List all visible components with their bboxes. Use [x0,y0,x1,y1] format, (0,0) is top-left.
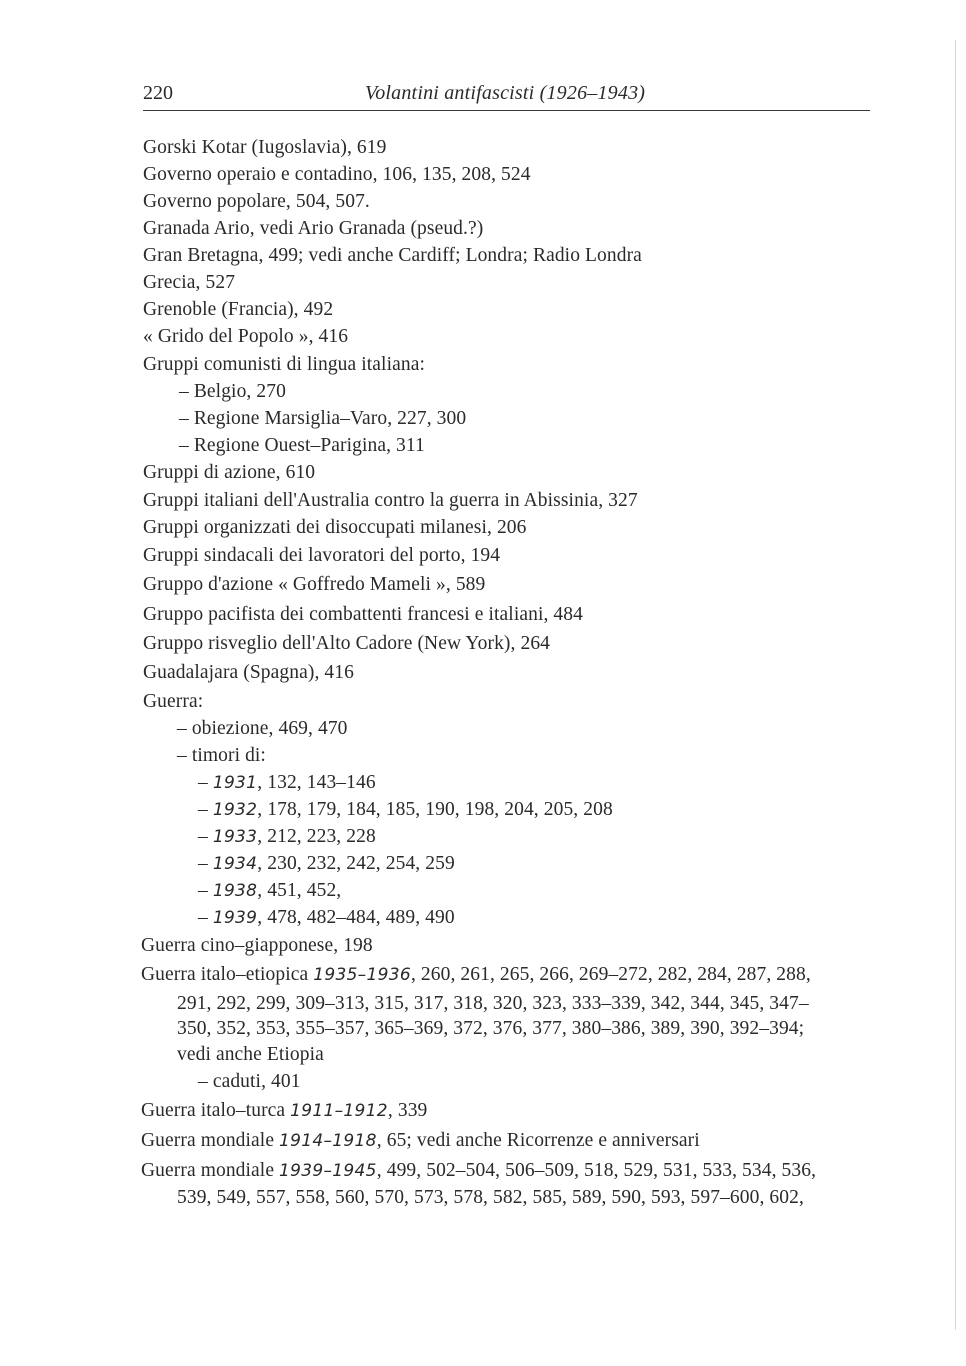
index-entry [143,661,354,685]
index-entry [198,798,613,822]
index-entry [198,852,455,876]
index-entry [143,573,485,597]
entry-text: Gruppo d'azione « Goffredo Mameli », 589 [143,574,486,595]
index-entry [179,407,466,431]
entry-text: Gruppi sindacali dei lavoratori del porto, 194 [143,545,501,566]
entry-text: Grenoble (Francia), 492 [143,299,334,320]
entry-text: – obiezione, 469, 470 [177,718,348,739]
index-entry [177,992,809,1016]
entry-text: , 132, 143–146 [257,772,376,793]
entry-text: – timori di: [177,745,266,766]
entry-text: – Regione Marsiglia–Varo, 227, 300 [179,408,467,429]
entry-text: Gruppi di azione, 610 [143,462,316,483]
index-entry [141,1129,700,1153]
entry-text: Gruppo pacifista dei combattenti francesi e italiani, 484 [143,604,583,625]
index-entry [177,1017,804,1041]
entry-text: Guerra: [143,691,204,712]
entry-text: , 260, 261, 265, 266, 269–272, 282, 284, 287, 288, [410,964,811,985]
index-entry [141,963,811,987]
entry-text: Gruppi italiani dell'Australia contro la guerra in Abissinia, 327 [143,490,638,511]
page-header [143,80,870,110]
entry-prefix: – [198,799,213,820]
index-entry [143,298,333,322]
index-entry [141,934,373,958]
index-entry [179,380,286,404]
entry-text: , 478, 482–484, 489, 490 [257,907,455,928]
entry-text: , 339 [387,1100,428,1121]
index-entry [143,217,483,241]
index-entry [143,516,527,540]
index-entry [177,744,266,768]
index-entry [141,1159,816,1183]
entry-text: Gorski Kotar (Iugoslavia), 619 [143,137,387,158]
index-entry [143,190,370,214]
entry-text: 350, 352, 353, 355–357, 365–369, 372, 376, 377, 380–386, 389, 390, 392–394; [177,1018,805,1039]
entry-text: Gran Bretagna, 499; vedi anche Cardiff; Londra; Radio Londra [143,245,642,266]
index-entry [177,1186,804,1210]
page-number: 220 [143,82,173,104]
entry-text: Governo operaio e contadino, 106, 135, 208, 524 [143,164,531,185]
entry-text: , 178, 179, 184, 185, 190, 198, 204, 205, 208 [257,799,613,820]
entry-year: 1935–1936 [313,965,411,985]
entry-text: Granada Ario, vedi Ario Granada (pseud.?) [143,218,484,239]
entry-text: Grecia, 527 [143,272,236,293]
entry-text: Gruppi organizzati dei disoccupati milanesi, 206 [143,517,527,538]
entry-prefix: Guerra mondiale [141,1160,280,1181]
entry-prefix: Guerra mondiale [141,1130,280,1151]
entry-year: 1911–1912 [290,1101,388,1121]
entry-text: – caduti, 401 [198,1071,301,1092]
entry-text: Gruppi comunisti di lingua italiana: [143,354,425,375]
entry-year: 1939 [212,908,258,928]
entry-year: 1932 [212,800,258,820]
entry-year: 1938 [212,881,258,901]
entry-text: , 65; vedi anche Ricorrenze e anniversari [376,1130,700,1151]
page-edge-line [955,40,956,1330]
entry-text: Gruppo risveglio dell'Alto Cadore (New York), 264 [143,633,551,654]
index-entry [143,244,642,268]
entry-text: Governo popolare, 504, 507. [143,191,370,212]
index-entry [143,603,583,627]
index-entry [143,489,638,513]
entry-prefix: – [198,907,213,928]
entry-year: 1939–1945 [279,1161,377,1181]
index-entry [198,1070,301,1094]
entry-prefix: Guerra italo–turca [141,1100,291,1121]
entry-text: 291, 292, 299, 309–313, 315, 317, 318, 320, 323, 333–339, 342, 344, 345, 347– [177,993,809,1014]
entry-prefix: Guerra italo–etiopica [141,964,314,985]
entry-text: « Grido del Popolo », 416 [143,326,349,347]
index-entry [143,163,531,187]
index-entry [143,353,425,377]
index-entry [177,1043,324,1067]
entry-year: 1934 [212,854,258,874]
index-entry [141,1099,427,1123]
index-entry [143,461,315,485]
entry-year: 1933 [212,827,258,847]
entry-prefix: – [198,826,213,847]
index-entry [143,632,550,656]
entry-text: , 499, 502–504, 506–509, 518, 529, 531, 533, 534, 536, [376,1160,817,1181]
index-entry [143,544,500,568]
entry-prefix: – [198,772,213,793]
index-entry [177,717,348,741]
entry-text: – Regione Ouest–Parigina, 311 [179,435,425,456]
entry-text: , 451, 452, [257,880,342,901]
entry-text: 539, 549, 557, 558, 560, 570, 573, 578, 582, 585, 589, 590, 593, 597–600, 602, [177,1187,804,1208]
header-rule [143,110,870,111]
index-entry [143,136,386,160]
entry-text: – Belgio, 270 [179,381,286,402]
entry-prefix: – [198,853,213,874]
index-entry [179,434,425,458]
entry-text: , 212, 223, 228 [257,826,376,847]
entry-text: Guadalajara (Spagna), 416 [143,662,354,683]
index-entry [143,325,348,349]
index-entry [143,271,235,295]
entry-year: 1914–1918 [279,1131,377,1151]
index-entry [198,771,376,795]
index-entry [198,825,376,849]
entry-text: Guerra cino–giapponese, 198 [141,935,373,956]
entry-year: 1931 [212,773,258,793]
index-entry [198,879,341,903]
entry-text: , 230, 232, 242, 254, 259 [257,853,455,874]
index-entry [198,906,455,930]
entry-prefix: – [198,880,213,901]
running-title: Volantini antifascisti (1926–1943) [365,82,646,104]
index-entry [143,690,203,714]
entry-text: vedi anche Etiopia [177,1044,324,1065]
